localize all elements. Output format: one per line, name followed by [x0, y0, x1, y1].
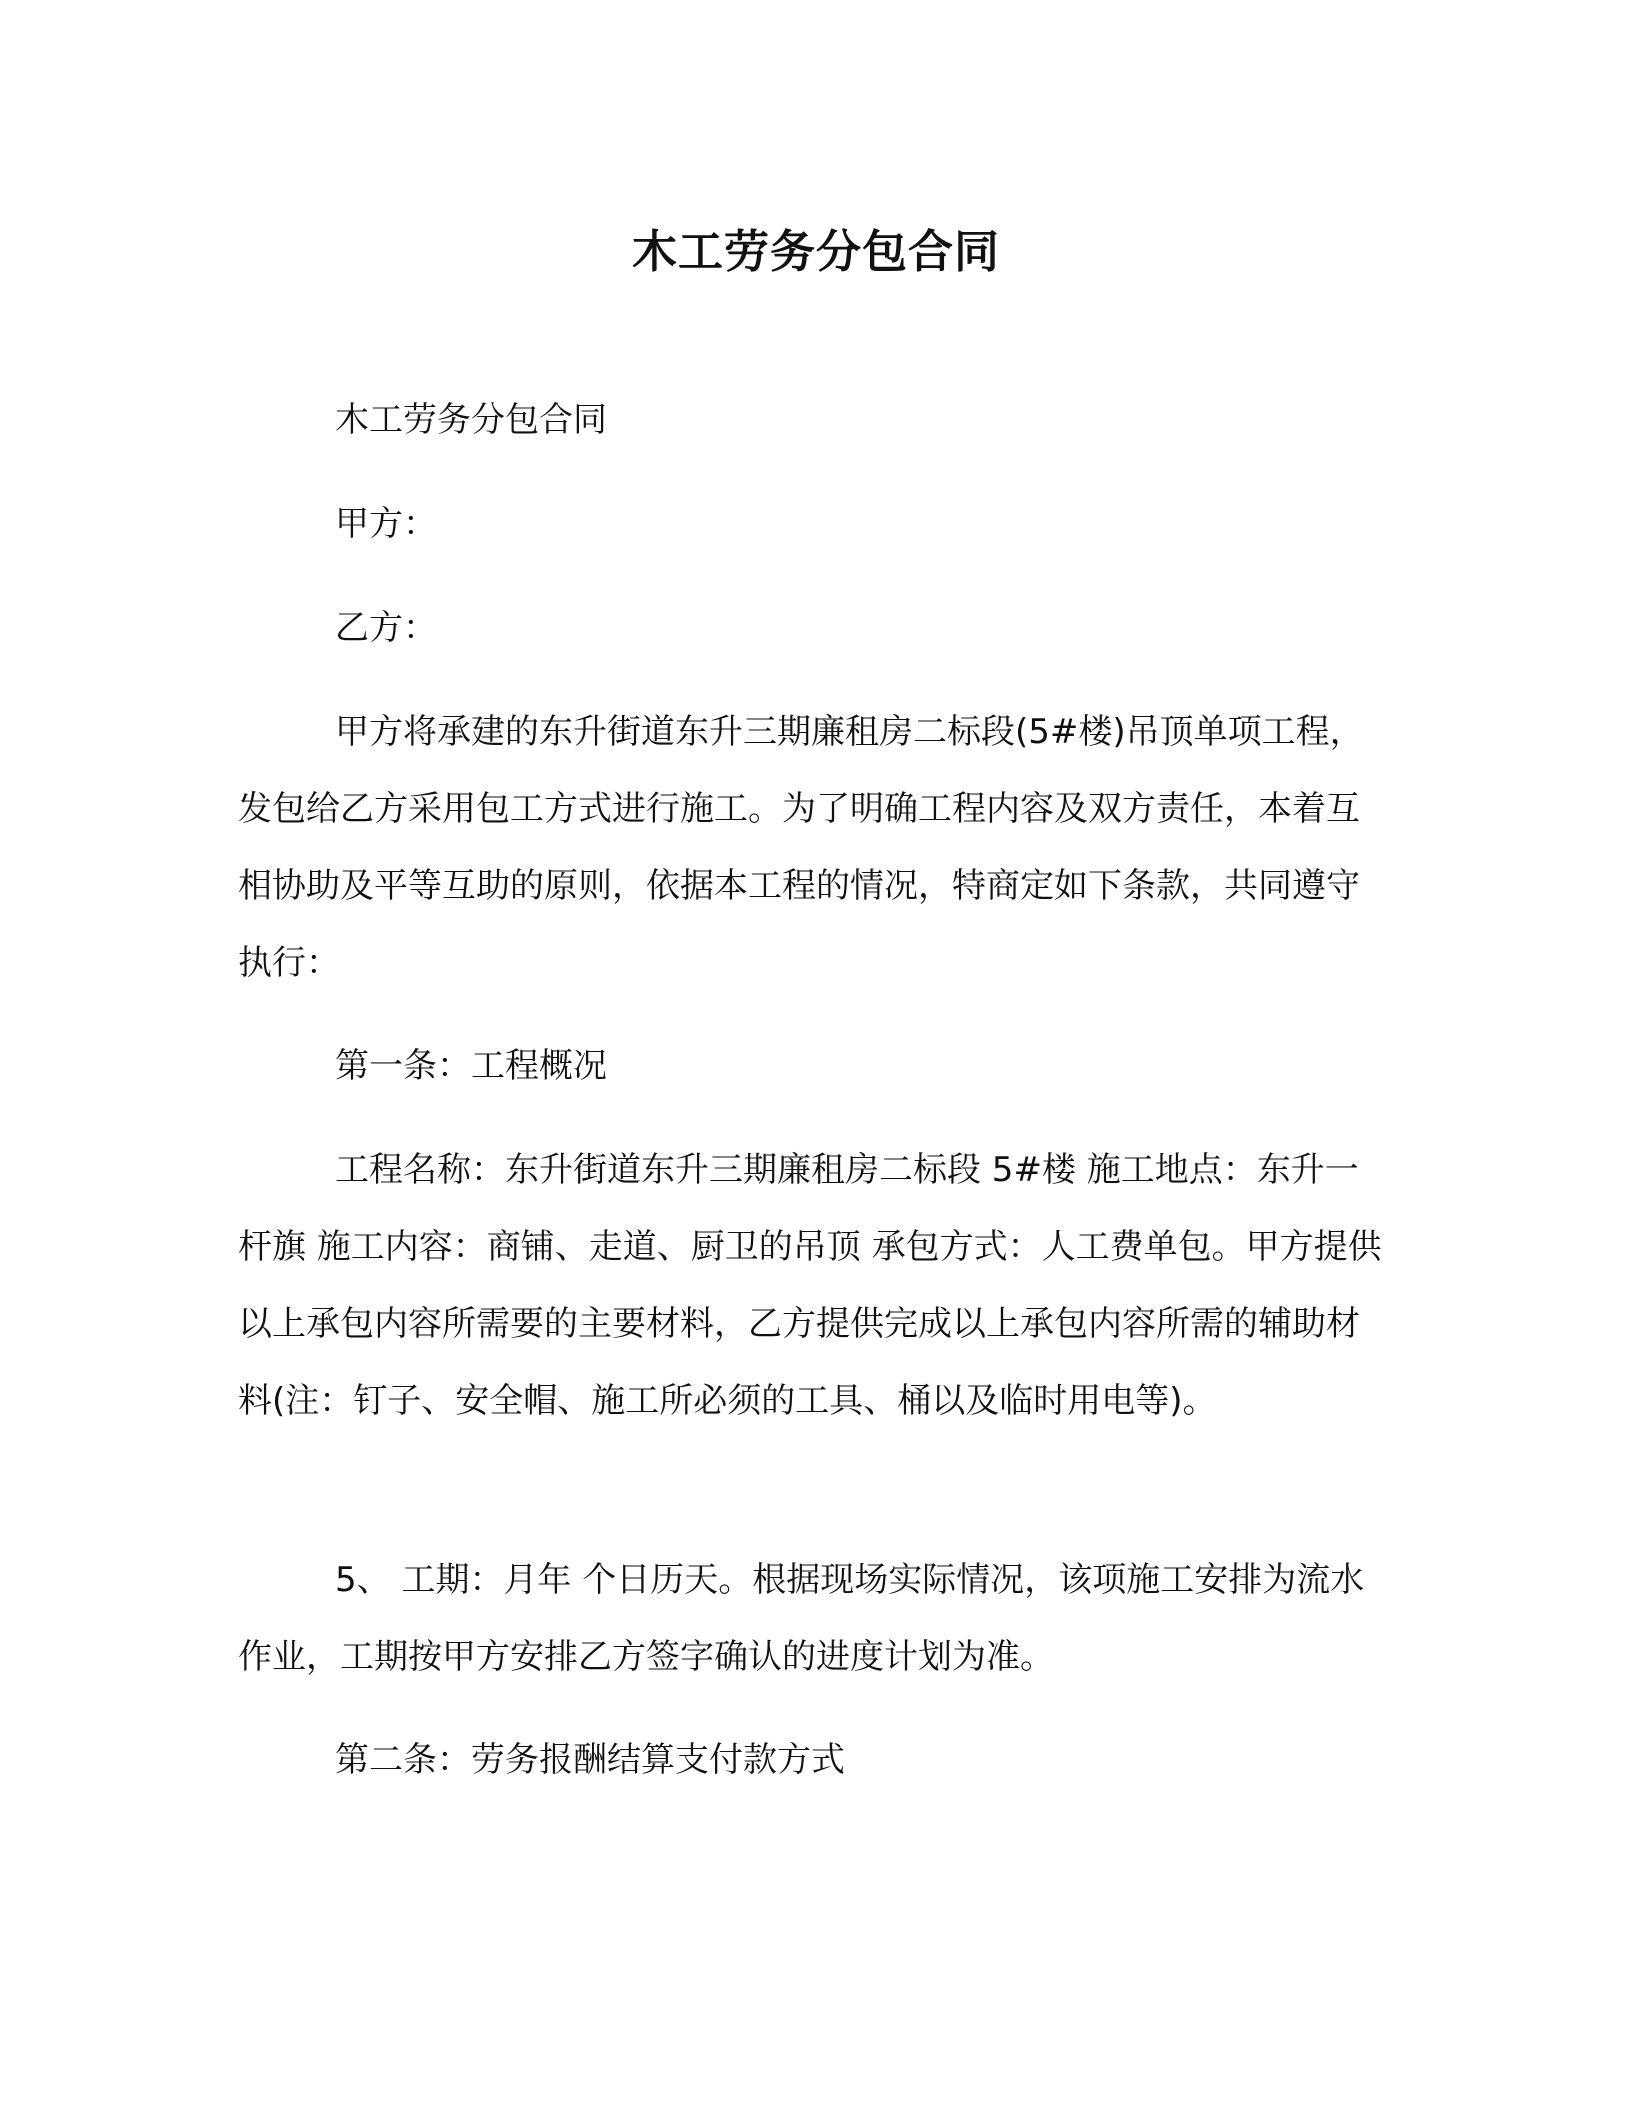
article-1-body: 工程名称：东升街道东升三期廉租房二标段 5#楼 施工地点：东升一杆旗 施工内容：商铺、走道、厨卫的吊顶 承包方式：人工费单包。甲方提供以上承包内容所需要的主要材料，乙方提供完成以上承包内容所需的辅助材料(注：钉子、安全帽、施工所必须的工具、桶以及临时用电等)。 — [238, 1150, 1382, 1421]
article-1-heading: 第一条：工程概况 — [335, 1046, 607, 1086]
contract-subtitle: 木工劳务分包合同 — [335, 400, 607, 440]
article-2-heading: 第二条：劳务报酬结算支付款方式 — [335, 1740, 845, 1780]
schedule-paragraph: 5、 工期：月年 个日历天。根据现场实际情况，该项施工安排为流水作业，工期按甲方安排乙方签字确认的进度计划为准。 — [238, 1560, 1365, 1677]
party-a-label: 甲方： — [335, 504, 437, 544]
document-title: 木工劳务分包合同 — [631, 225, 1000, 278]
party-b-label: 乙方： — [335, 608, 437, 648]
intro-paragraph: 甲方将承建的东升街道东升三期廉租房二标段(5#楼)吊顶单项工程，发包给乙方采用包工方式进行施工。为了明确工程内容及双方责任，本着互相协助及平等互助的原则，依据本工程的情况，特商定如下条款，共同遵守执行： — [238, 712, 1364, 983]
